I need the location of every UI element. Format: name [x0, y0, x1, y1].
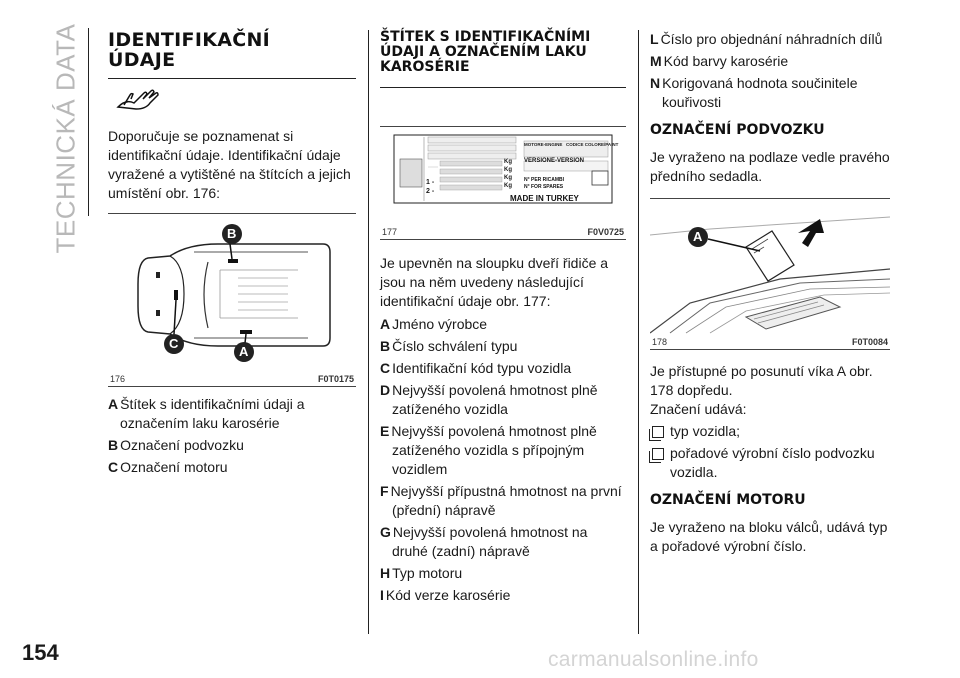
checkbox-bullet-icon: [652, 448, 664, 460]
section-heading: OZNAČENÍ PODVOZKU: [650, 122, 825, 138]
list-item: D Nejvyšší povolená hmotnost plně zatíženého vozidla: [380, 382, 598, 417]
identification-list: [108, 395, 356, 477]
hand-icon: [116, 85, 356, 117]
page-number: 154: [22, 640, 59, 665]
column-3: [650, 30, 890, 556]
body-text: Je vyraženo na bloku válců, udává typ a pořadové výrobní číslo.: [650, 519, 888, 554]
column-2: [380, 30, 626, 608]
section-side-title: TECHNICKÁ DATA: [50, 23, 81, 253]
list-item: F Nejvyšší přípustná hmotnost na první (přední) nápravě: [380, 483, 622, 518]
side-divider: [88, 28, 89, 216]
plate-text: 1 -: [426, 179, 435, 186]
plate-text: N° FOR SPARES: [524, 184, 564, 190]
callout-label: C: [169, 336, 179, 351]
bullet-item: pořadové výrobní číslo podvozku vozidla.: [650, 444, 890, 482]
plate-text: 2 -: [426, 188, 435, 195]
list-item: B Číslo schválení typu: [380, 338, 518, 354]
list-item: G Nejvyšší povolená hmotnost na druhé (zadní) nápravě: [380, 524, 588, 559]
column-divider: [638, 30, 639, 634]
figure-code: F0T0175: [317, 374, 354, 384]
intro-text: Je upevněn na sloupku dveří řidiče a jsou na něm uvedeny následující identifikační údaje obr. 177:: [380, 255, 609, 309]
plate-text: Kg: [504, 167, 512, 173]
figure-178: [650, 198, 890, 350]
body-text: Značení udává:: [650, 401, 747, 417]
plate-text: MOTORE-ENGINE: [524, 142, 563, 147]
intro-text: Doporučuje se poznamenat si identifikační údaje. Identifikační údaje vyražené a vytištěné na štítcích a jejich umístění obr. 176:: [108, 128, 351, 201]
callout-label: A: [239, 344, 249, 359]
figure-176: [108, 213, 356, 387]
list-item: M Kód barvy karosérie: [650, 53, 789, 69]
body-text: Je přístupné po posunutí víka A obr. 178 dopředu.: [650, 363, 873, 398]
list-item: C Identifikační kód typu vozidla: [380, 360, 572, 376]
list-item: A Štítek s identifikačními údaji a označením laku karosérie: [108, 396, 305, 431]
section-heading: IDENTIFIKAČNÍ ÚDAJE: [108, 29, 271, 71]
figure-code: F0V0725: [587, 227, 624, 237]
checkbox-bullet-icon: [652, 426, 664, 438]
list-item: L Číslo pro objednání náhradních dílů: [650, 31, 883, 47]
plate-text: Kg: [504, 183, 512, 189]
heading-rule: [108, 78, 356, 79]
list-item: H Typ motoru: [380, 565, 463, 581]
plate-text: Kg: [504, 175, 512, 181]
column-1: [108, 30, 356, 480]
figure-number: 176: [110, 374, 126, 384]
column-divider: [368, 30, 369, 634]
plate-text: VERSIONE-VERSION: [524, 158, 585, 164]
list-item: I Kód verze karosérie: [380, 587, 511, 603]
list-item: C Označení motoru: [108, 459, 228, 475]
plate-text: N° PER RICAMBI: [524, 177, 565, 183]
list-item: A Jméno výrobce: [380, 316, 488, 332]
plate-text: Kg: [504, 159, 512, 165]
list-item: N Korigovaná hodnota součinitele kouřivosti: [650, 75, 858, 110]
figure-number: 177: [382, 227, 398, 237]
bullet-item: typ vozidla;: [650, 422, 890, 441]
heading-rule: [380, 87, 626, 88]
figure-number: 178: [652, 337, 668, 347]
plate-legend-list: [380, 315, 626, 605]
body-text: Je vyraženo na podlaze vedle pravého předního sedadla.: [650, 149, 890, 184]
figure-177: [380, 126, 626, 240]
watermark: carmanualsonline.info: [548, 648, 759, 671]
section-heading: ŠTÍTEK S IDENTIFIKAČNÍMI ÚDAJI A OZNAČENÍM LAKU KAROSÉRIE: [380, 29, 591, 75]
plate-text: CODICE COLORE/PAINT: [566, 142, 619, 147]
plate-legend-list-continued: [650, 30, 890, 112]
chassis-marking-illustration: [650, 199, 890, 335]
list-item: B Označení podvozku: [108, 437, 244, 453]
list-item: E Nejvyšší povolená hmotnost plně zatíženého vozidla s přípojným vozidlem: [380, 423, 597, 477]
section-heading: OZNAČENÍ MOTORU: [650, 492, 806, 508]
figure-code: F0T0084: [851, 337, 888, 347]
callout-label: A: [693, 229, 703, 244]
plate-text: MADE IN TURKEY: [510, 194, 579, 203]
callout-label: B: [227, 226, 237, 241]
